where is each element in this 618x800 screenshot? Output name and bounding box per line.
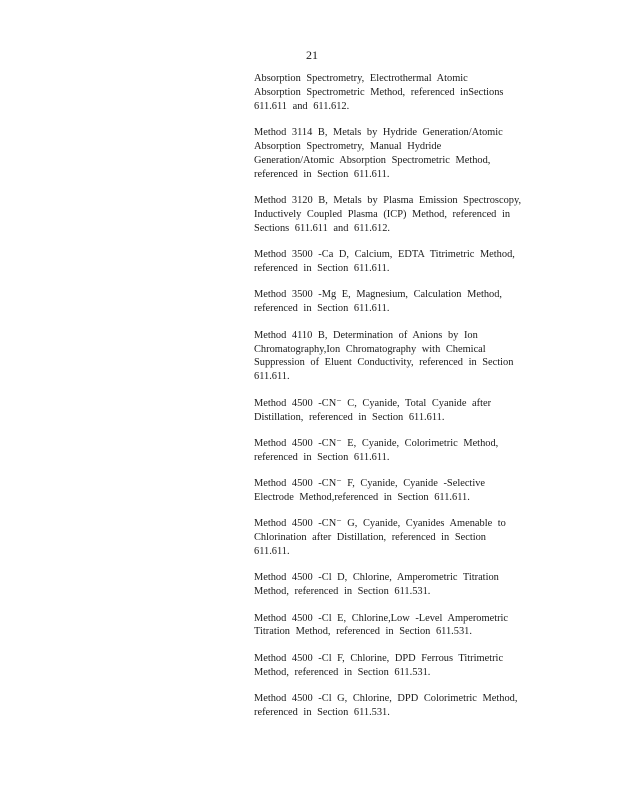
reference-entry: Method 3114 B, Metals by Hydride Generation/Atomic Absorption Spectrometry, Manual Hydride Generation/Atomic Absorption Spectrometric Method, referenced in Section 611.611. — [254, 127, 503, 180]
reference-entry: Method 4500 -Cl D, Chlorine, Amperometric Titration Method, referenced in Section 611.531. — [254, 572, 499, 598]
reference-entry: Method 4500 -Cl E, Chlorine,Low -Level Amperometric Titration Method, referenced in Section 611.531. — [254, 612, 509, 638]
reference-entry: Method 3120 B, Metals by Plasma Emission Spectroscopy, Inductively Coupled Plasma (ICP) Method, referenced in Sections 611.611 and 611.612. — [254, 195, 522, 234]
reference-entry: Method 4500 -Cl G, Chlorine, DPD Colorimetric Method, referenced in Section 611.531. — [254, 692, 518, 718]
reference-list — [254, 72, 530, 732]
reference-entry: Method 4500 -CN⁻ E, Cyanide, Colorimetric Method, referenced in Section 611.611. — [254, 437, 499, 463]
reference-entry: Absorption Spectrometry, Electrothermal Atomic Absorption Spectrometric Method, referenced inSections 611.611 and 611.612. — [254, 73, 504, 112]
reference-entry: Method 4500 -CN⁻ G, Cyanide, Cyanides Amenable to Chlorination after Distillation, referenced in Section 611.611. — [254, 518, 506, 558]
reference-entry: Method 3500 -Ca D, Calcium, EDTA Titrimetric Method, referenced in Section 611.611. — [254, 249, 515, 275]
reference-entry: Method 4500 -Cl F, Chlorine, DPD Ferrous Titrimetric Method, referenced in Section 611.531. — [254, 652, 504, 678]
reference-entry: Method 3500 -Mg E, Magnesium, Calculation Method, referenced in Section 611.611. — [254, 289, 503, 315]
reference-entry: Method 4110 B, Determination of Anions by Ion Chromatography,Ion Chromatography with Chemical Suppression of Eluent Conductivity, referenced in Section 611.611. — [254, 329, 514, 383]
reference-entry: Method 4500 -CN⁻ C, Cyanide, Total Cyanide after Distillation, referenced in Section 611.611. — [254, 397, 492, 423]
reference-entry: Method 4500 -CN⁻ F, Cyanide, Cyanide -Selective Electrode Method,referenced in Section 611.611. — [254, 478, 486, 503]
page-number: 21 — [306, 48, 318, 62]
